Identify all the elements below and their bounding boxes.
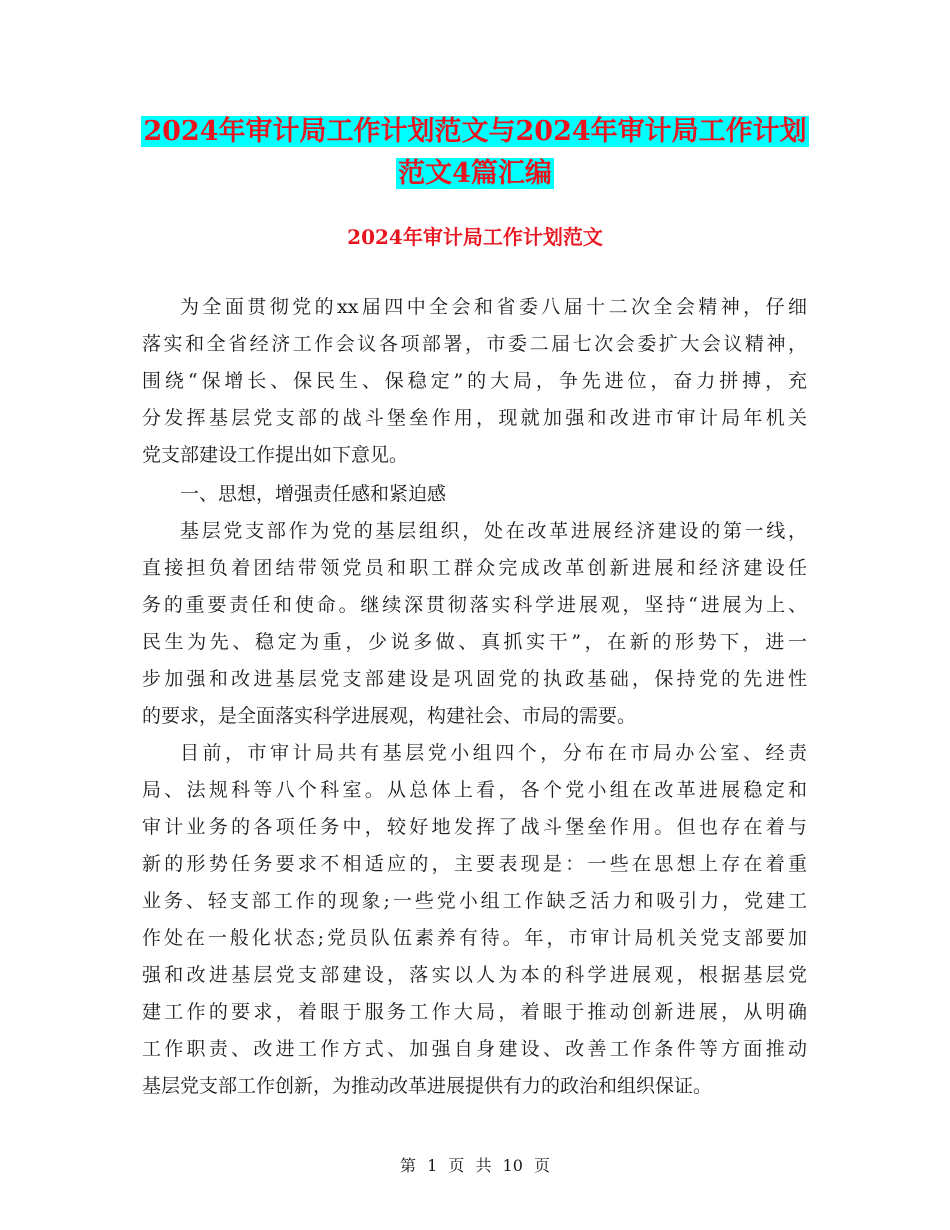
paragraph-line: 步加强和改进基层党支部建设是巩固党的执政基础，保持党的先进性: [142, 668, 807, 690]
title-highlight-1: 2024年审计局工作计划范文与2024年审计局工作计划: [143, 116, 807, 147]
title-highlight-2: 范文4篇汇编: [398, 158, 552, 189]
paragraph-line: 基层党支部工作创新，为推动改革进展提供有力的政治和组织保证。: [142, 1075, 713, 1097]
paragraph-line: 为全面贯彻党的xx届四中全会和省委八届十二次全会精神，仔细: [180, 296, 807, 318]
paragraph-line: 审计业务的各项任务中，较好地发挥了战斗堡垒作用。但也存在着与: [142, 816, 807, 838]
paragraph-line: 工作职责、改进工作方式、加强自身建设、改善工作条件等方面推动: [142, 1038, 807, 1060]
paragraph-line: 围绕“保增长、保民生、保稳定”的大局，争先进位，奋力拼搏，充: [142, 370, 807, 392]
paragraph-line: 直接担负着团结带领党员和职工群众完成改革创新进展和经济建设任: [142, 557, 807, 579]
paragraph-line: 局、法规科等八个科室。从总体上看，各个党小组在改革进展稳定和: [142, 779, 807, 801]
page-footer: 第 1 页 共 10 页: [400, 1156, 550, 1175]
paragraph-1: [142, 289, 807, 474]
paragraph-line: 建工作的要求，着眼于服务工作大局，着眼于推动创新进展，从明确: [142, 1001, 807, 1023]
paragraph-line: 新的形势任务要求不相适应的，主要表现是：一些在思想上存在着重: [142, 853, 807, 875]
paragraph-line: 落实和全省经济工作会议各项部署，市委二届七次会委扩大会议精神，: [142, 333, 807, 355]
paragraph-line: 强和改进基层党支部建设，落实以人为本的科学进展观，根据基层党: [142, 964, 807, 986]
section-title: 2024年审计局工作计划范文: [347, 225, 603, 249]
paragraph-line: 的要求，是全面落实科学进展观，构建社会、市局的需要。: [142, 705, 637, 727]
paragraph-line: 目前，市审计局共有基层党小组四个，分布在市局办公室、经责: [180, 742, 807, 764]
paragraph-line: 务的重要责任和使命。继续深贯彻落实科学进展观，坚持“进展为上、: [142, 594, 807, 616]
paragraph-line: 基层党支部作为党的基层组织，处在改革进展经济建设的第一线，: [180, 520, 807, 542]
paragraph-line: 业务、轻支部工作的现象;一些党小组工作缺乏活力和吸引力，党建工: [142, 890, 807, 912]
paragraph-line: 分发挥基层党支部的战斗堡垒作用，现就加强和改进市审计局年机关: [142, 407, 807, 429]
document-title-line1: [0, 112, 950, 152]
paragraph-line: 党支部建设工作提出如下意见。: [142, 444, 409, 466]
paragraph-line: 作处在一般化状态;党员队伍素养有待。年，市审计局机关党支部要加: [142, 927, 807, 949]
paragraph-3: [142, 735, 807, 1105]
document-title-line2: [0, 154, 950, 194]
section-heading-1: 一、思想，增强责任感和紧迫感: [180, 483, 447, 505]
paragraph-line: 民生为先、稳定为重，少说多做、真抓实干”，在新的形势下，进一: [142, 631, 807, 653]
paragraph-2: [142, 513, 807, 735]
